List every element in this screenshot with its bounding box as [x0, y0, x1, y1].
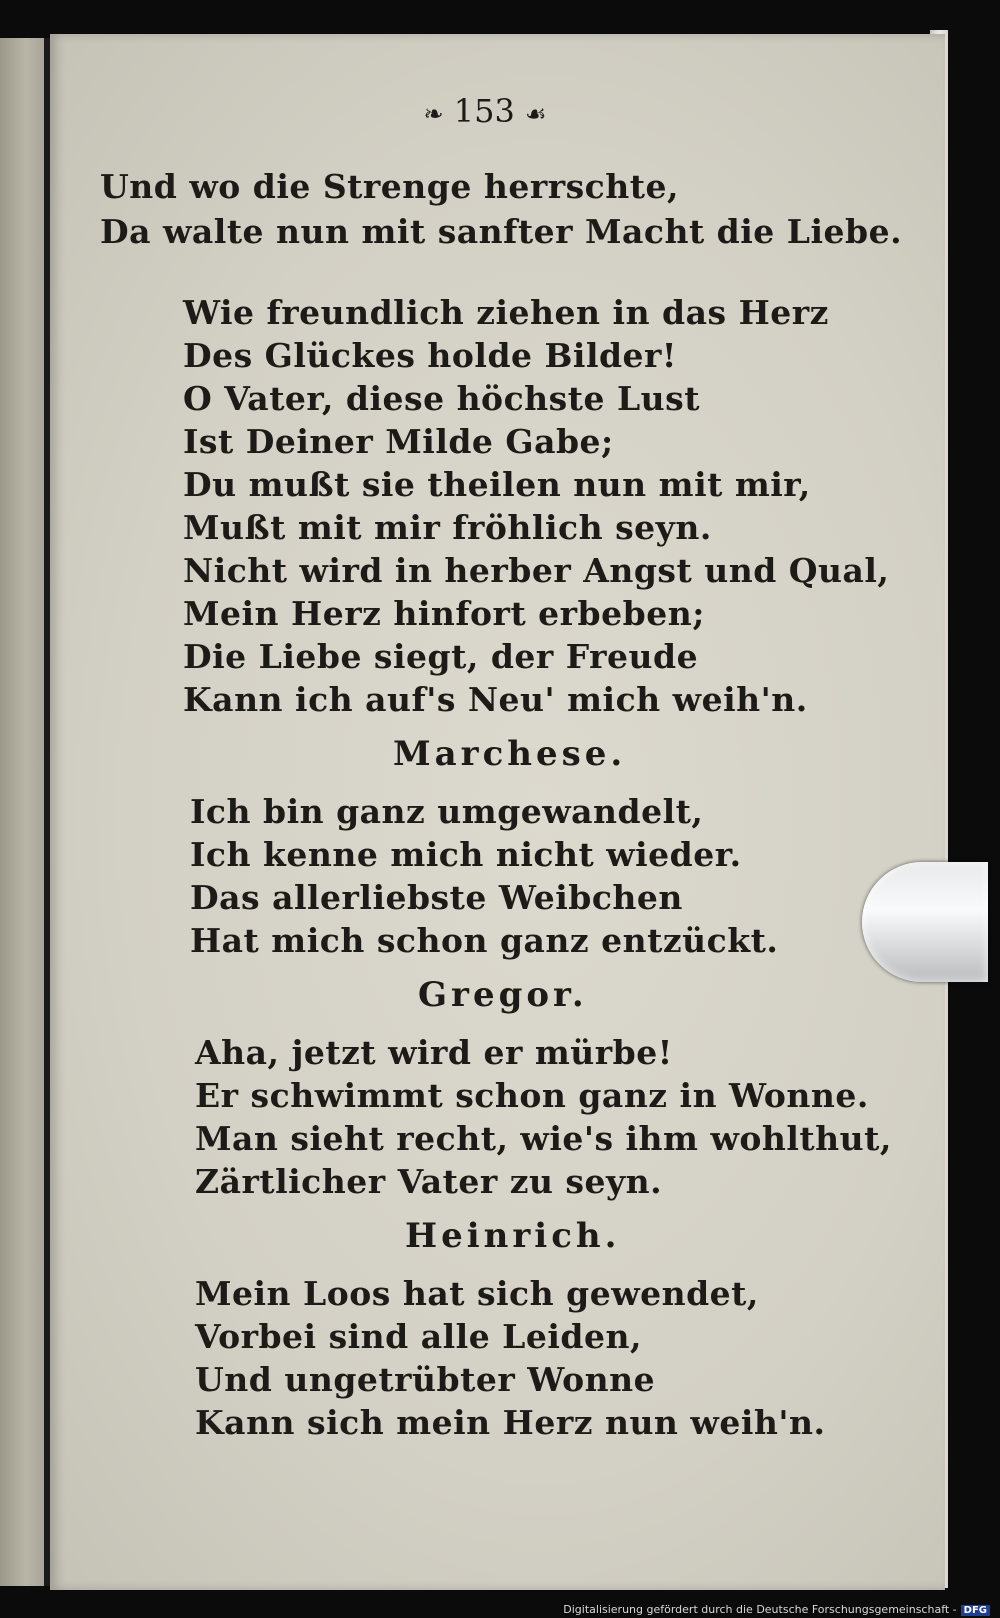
verse-line: Ist Deiner Milde Gabe; — [183, 422, 614, 461]
credit-text: Digitalisierung gefördert durch die Deutsche Forschungsgemeinschaft - — [563, 1603, 957, 1616]
verse-line: Und ungetrübter Wonne — [195, 1360, 656, 1399]
verse-line: Und wo die Strenge herrschte, — [100, 167, 679, 206]
verse-line: Mein Herz hinfort erbeben; — [183, 594, 705, 633]
verse-line: Ich bin ganz umgewandelt, — [190, 792, 704, 831]
verse-line: Da walte nun mit sanfter Macht die Liebe. — [100, 212, 903, 251]
verse-line: Zärtlicher Vater zu seyn. — [195, 1162, 663, 1201]
speaker-name: Gregor. — [418, 975, 588, 1015]
verse-line: Kann sich mein Herz nun weih'n. — [195, 1403, 826, 1442]
verse-line: Wie freundlich ziehen in das Herz — [183, 293, 829, 332]
speaker-name: Heinrich. — [405, 1216, 621, 1256]
page-clip — [862, 862, 988, 982]
ornament-right-icon: ☙ — [525, 100, 547, 128]
dfg-logo: DFG — [961, 1605, 990, 1616]
verse-line: Das allerliebste Weibchen — [190, 878, 683, 917]
page-number: 153 — [453, 92, 515, 130]
verse-line: Mußt mit mir fröhlich seyn. — [183, 508, 712, 547]
verse-line: Nicht wird in herber Angst und Qual, — [183, 551, 890, 590]
verse-line: Kann ich auf's Neu' mich weih'n. — [183, 680, 808, 719]
verse-line: Aha, jetzt wird er mürbe! — [195, 1033, 673, 1072]
verse-line: Vorbei sind alle Leiden, — [195, 1317, 642, 1356]
verse-line: Hat mich schon ganz entzückt. — [190, 921, 779, 960]
verse-line: Des Glückes holde Bilder! — [183, 336, 677, 375]
verse-line: O Vater, diese höchste Lust — [183, 379, 700, 418]
page-header — [395, 92, 575, 130]
verse-line: Man sieht recht, wie's ihm wohlthut, — [195, 1119, 892, 1158]
left-page-edge — [0, 38, 44, 1586]
digitization-credit — [563, 1603, 990, 1616]
verse-line: Mein Loos hat sich gewendet, — [195, 1274, 759, 1313]
speaker-name: Marchese. — [393, 734, 627, 774]
verse-line: Er schwimmt schon ganz in Wonne. — [195, 1076, 869, 1115]
verse-line: Ich kenne mich nicht wieder. — [190, 835, 742, 874]
verse-line: Die Liebe siegt, der Freude — [183, 637, 699, 676]
ornament-left-icon: ❧ — [423, 100, 444, 128]
verse-line: Du mußt sie theilen nun mit mir, — [183, 465, 811, 504]
